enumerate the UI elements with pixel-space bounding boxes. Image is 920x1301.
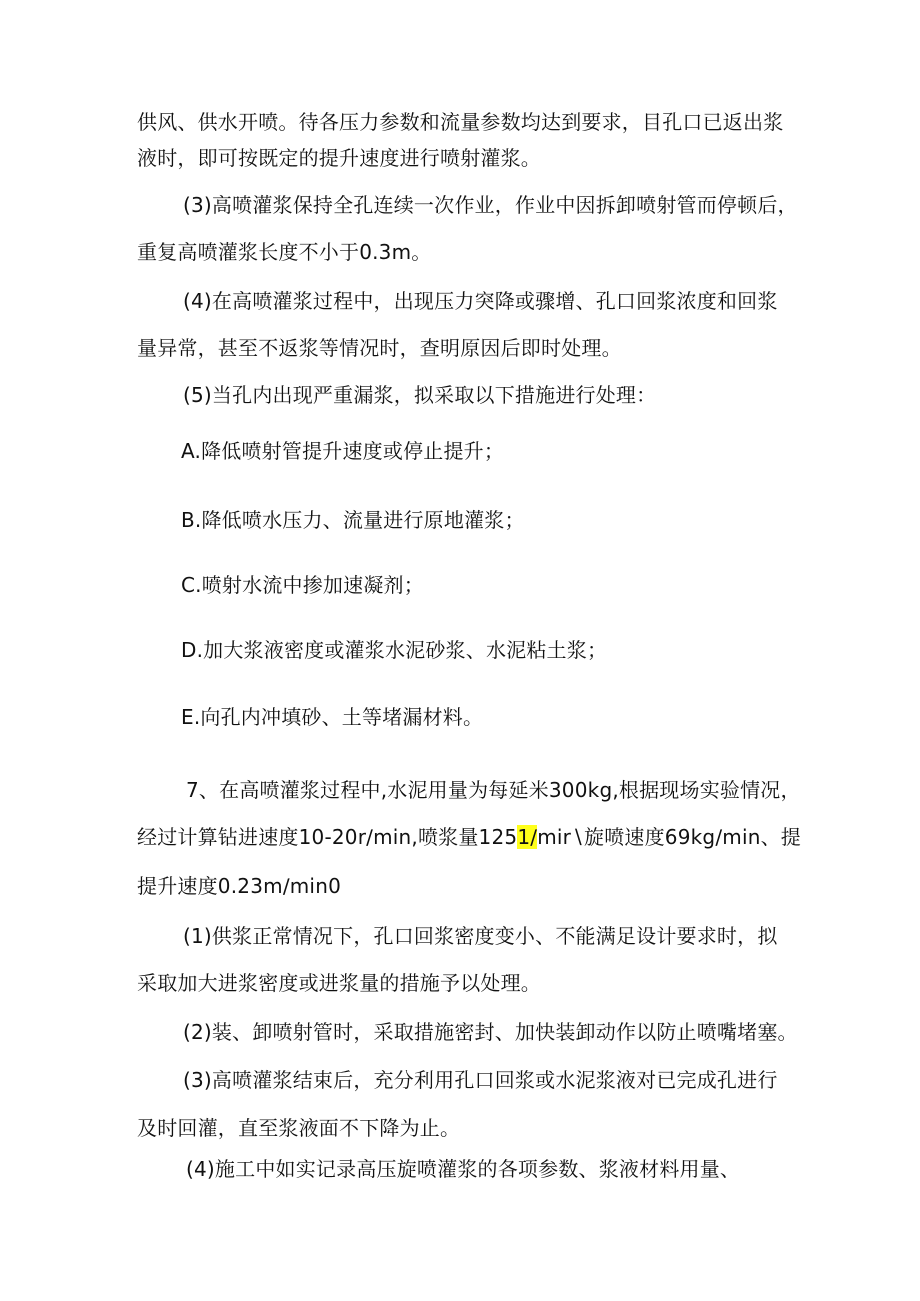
paragraph-line: (3)高喷灌浆保持全孔连续一次作业，作业中因拆卸喷射管而停顿后， — [183, 193, 798, 217]
list-item: D.加大浆液密度或灌浆水泥砂浆、水泥粘土浆； — [181, 638, 608, 662]
list-item: A.降低喷射管提升速度或停止提升； — [181, 439, 505, 463]
paragraph-line: 液时，即可按既定的提升速度进行喷射灌浆。 — [137, 146, 541, 170]
paragraph-line: 采取加大进浆密度或进浆量的措施予以处理。 — [137, 971, 541, 995]
paragraph-line: 供风、供水开喷。待各压力参数和流量参数均达到要求，目孔口已返出浆 — [137, 110, 784, 134]
paragraph-line: (5)当孔内出现严重漏浆，拟采取以下措施进行处理： — [183, 383, 657, 407]
list-item: C.喷射水流中掺加速凝剂； — [181, 573, 424, 597]
paragraph-line: 及时回灌，直至浆液面不下降为止。 — [137, 1116, 461, 1140]
paragraph-line: (4)施工中如实记录高压旋喷灌浆的各项参数、浆液材料用量、 — [186, 1157, 741, 1181]
paragraph-line — [137, 823, 801, 851]
paragraph-line: (1)供浆正常情况下，孔口回浆密度变小、不能满足设计要求时，拟 — [183, 924, 778, 948]
list-item: E.向孔内冲填砂、土等堵漏材料。 — [181, 705, 484, 729]
paragraph-line: 重复高喷灌浆长度不小于0.3m。 — [137, 240, 432, 264]
line-text: mir∖旋喷速度69kg∕min、提 — [537, 825, 801, 849]
paragraph-line: (3)高喷灌浆结束后，充分利用孔口回浆或水泥浆液对已完成孔进行 — [183, 1068, 778, 1092]
section-heading-line: 7、在高喷灌浆过程中,水泥用量为每延米300kg,根据现场实验情况， — [186, 778, 801, 802]
paragraph-line: (4)在高喷灌浆过程中，出现压力突降或骤增、孔口回浆浓度和回浆 — [183, 289, 778, 313]
paragraph-line: 提升速度0.23m∕min0 — [137, 874, 341, 898]
highlighted-text: 1∕ — [517, 825, 538, 849]
line-text: 经过计算钻进速度10-20r∕min,喷浆量125 — [137, 825, 518, 849]
paragraph-line: 量异常，甚至不返浆等情况时，查明原因后即时处理。 — [137, 336, 622, 360]
list-item: B.降低喷水压力、流量进行原地灌浆； — [181, 508, 525, 532]
paragraph-line: (2)装、卸喷射管时，采取措施密封、加快装卸动作以防止喷嘴堵塞。 — [183, 1020, 798, 1044]
